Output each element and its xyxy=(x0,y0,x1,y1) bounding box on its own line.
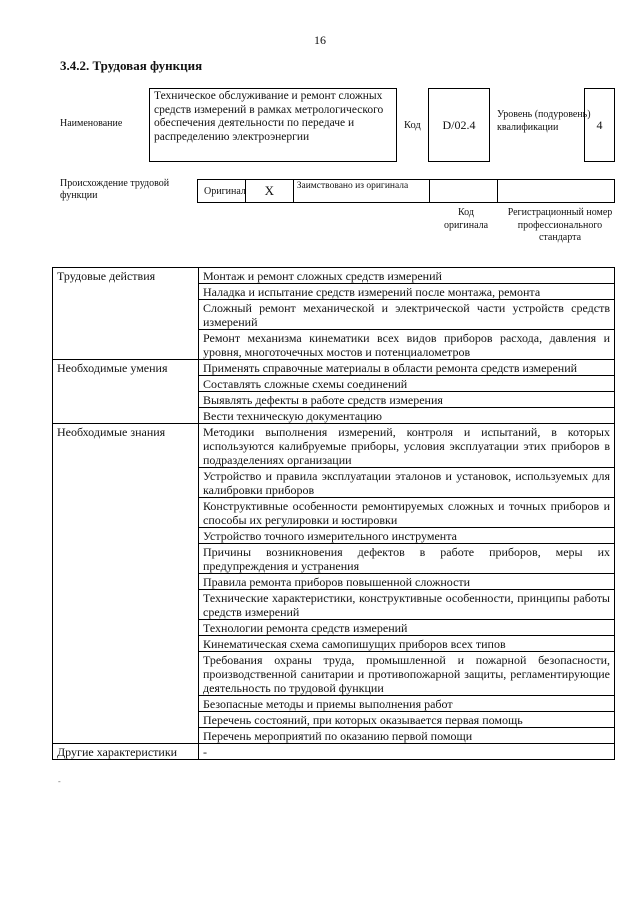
page-number: 16 xyxy=(314,33,326,47)
section-label: Трудовые действия xyxy=(53,268,199,360)
function-name-box: Техническое обслуживание и ремонт сложных средств измерений в рамках метрологического обеспечения деятельности по передаче и распределению электроэнергии xyxy=(149,88,397,162)
original-cell: Оригинал xyxy=(198,180,246,202)
section-item: Конструктивные особенности ремонтируемых сложных и точных приборов и способы их регулировки и юстировки xyxy=(199,498,615,528)
section-item: Устройство точного измерительного инструмента xyxy=(199,528,615,544)
section-item: Устройство и правила эксплуатации эталонов и установок, используемых для калибровки приборов xyxy=(199,468,615,498)
section-heading: 3.4.2. Трудовая функция xyxy=(60,58,203,73)
section-item: - xyxy=(199,744,615,760)
section-item: Причины возникновения дефектов в работе приборов, меры их предупреждения и устранения xyxy=(199,544,615,574)
section-label: Необходимые умения xyxy=(53,360,199,424)
section-item: Перечень состояний, при которых оказывается первая помощь xyxy=(199,712,615,728)
section-item: Ремонт механизма кинематики всех видов приборов расхода, давления и уровня, многоточечных мостов и потенциалометров xyxy=(199,330,615,360)
section-item: Выявлять дефекты в работе средств измерения xyxy=(199,392,615,408)
table-row xyxy=(53,268,615,284)
section-item: Требования охраны труда, промышленной и пожарной безопасности, производственной санитарии и противопожарной защиты, регламентирующие деятельность по трудовой функции xyxy=(199,652,615,696)
section-item: Монтаж и ремонт сложных средств измерений xyxy=(199,268,615,284)
section-label: Необходимые знания xyxy=(53,424,199,744)
original-mark: X xyxy=(246,180,294,202)
origin-row xyxy=(197,179,615,203)
section-item: Безопасные методы и приемы выполнения работ xyxy=(199,696,615,712)
table-row xyxy=(53,424,615,468)
function-details-table xyxy=(52,267,615,760)
qualification-level-label: Уровень (подуровень) квалификации xyxy=(497,109,591,133)
section-item: Технические характеристики, конструктивные особенности, принципы работы средств измерений xyxy=(199,590,615,620)
section-item: Вести техническую документацию xyxy=(199,408,615,424)
name-label: Наименование xyxy=(60,118,123,129)
table-row xyxy=(53,744,615,760)
section-item: Методики выполнения измерений, контроля и испытаний, в которых используются калибруемые приборы, условия эксплуатации этих приборов в подразделениях организации xyxy=(199,424,615,468)
origin-label: Происхождение трудовой функции xyxy=(60,178,170,201)
function-code-box: D/02.4 xyxy=(428,88,490,162)
original-code-cell xyxy=(430,180,498,202)
original-code-caption: Код оригинала xyxy=(443,207,489,231)
registration-number-caption: Регистрационный номер профессионального стандарта xyxy=(507,207,613,243)
section-item: Составлять сложные схемы соединений xyxy=(199,376,615,392)
section-item: Перечень мероприятий по оказанию первой помощи xyxy=(199,728,615,744)
registration-number-cell xyxy=(498,180,614,202)
section-label: Другие характеристики xyxy=(53,744,199,760)
qualification-level-box: 4 xyxy=(584,88,615,162)
section-item: Применять справочные материалы в области ремонта средств измерений xyxy=(199,360,615,376)
scan-mark: - xyxy=(58,777,61,786)
code-label: Код xyxy=(404,120,421,131)
section-item: Кинематическая схема самопишущих приборов всех типов xyxy=(199,636,615,652)
borrowed-cell: Заимствовано из оригинала xyxy=(294,180,430,202)
section-item: Технологии ремонта средств измерений xyxy=(199,620,615,636)
section-item: Наладка и испытание средств измерений после монтажа, ремонта xyxy=(199,284,615,300)
table-row xyxy=(53,360,615,376)
section-item: Сложный ремонт механической и электрической части устройств средств измерений xyxy=(199,300,615,330)
section-item: Правила ремонта приборов повышенной сложности xyxy=(199,574,615,590)
